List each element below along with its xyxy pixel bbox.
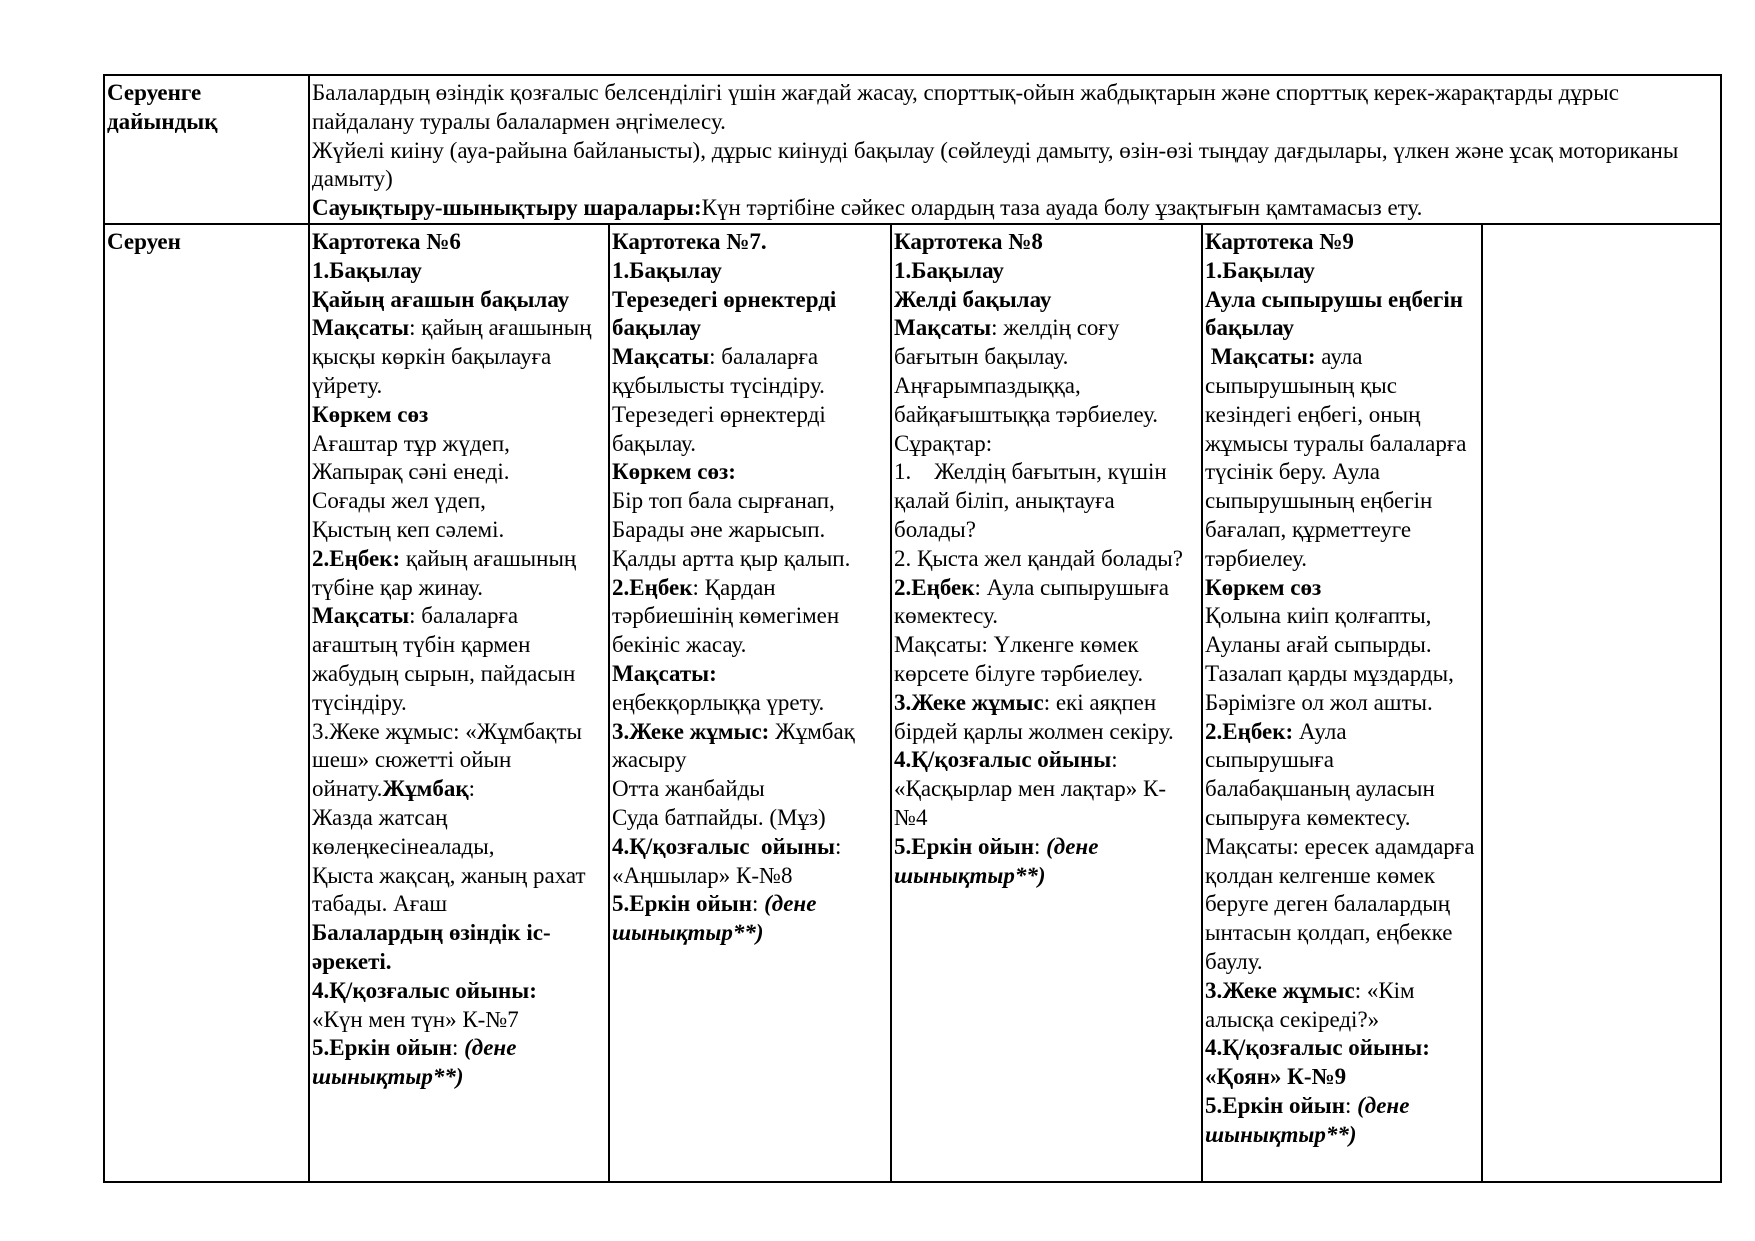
text-run: Отта жанбайды xyxy=(612,776,765,802)
card-8-content xyxy=(894,228,1199,890)
text-run: : xyxy=(1111,747,1118,773)
text-line xyxy=(612,257,888,286)
text-line xyxy=(612,228,888,257)
text-line xyxy=(1205,228,1479,257)
text-line xyxy=(1205,660,1479,689)
text-run: (дене шынықтыр**) xyxy=(894,833,1105,888)
text-run: Мақсаты xyxy=(312,603,410,629)
text-line xyxy=(312,401,606,430)
table-row-walk-preparation xyxy=(104,75,1721,224)
text-run: 2.Еңбек: xyxy=(1205,718,1294,744)
text-line xyxy=(312,862,606,920)
text-line xyxy=(1205,1063,1479,1092)
text-run: : Қардан тәрбиешінің көмегімен бекініс жасау. xyxy=(612,574,845,658)
text-run: Желді бақылау xyxy=(894,286,1052,312)
text-line xyxy=(312,1034,606,1092)
text-run: Картотека №6 xyxy=(312,228,461,254)
text-run: Мақсаты xyxy=(894,315,992,341)
text-run: 4.Қ/қозғалыс ойыны: xyxy=(312,977,537,1003)
text-run: Мақсаты: xyxy=(1205,344,1316,370)
walk-preparation-label: Серуенге дайындық xyxy=(107,80,218,134)
text-run: 3.Жеке жұмыс: xyxy=(612,718,770,744)
text-run: Суда батпайды. (Мұз) xyxy=(612,804,826,830)
text-line xyxy=(612,458,888,487)
text-run: Жазда жатсаң көлеңкесінеалады, xyxy=(312,804,495,859)
text-run: Аула сыпырушыға балабақшаның ауласын сыпыруға көмектесу. xyxy=(1205,718,1441,830)
text-run: 1.Бақылау xyxy=(1205,257,1315,283)
text-line xyxy=(894,833,1199,891)
text-line xyxy=(612,804,888,833)
text-line xyxy=(312,137,1718,195)
text-run: (дене шынықтыр**) xyxy=(612,891,823,946)
text-run: 4.Қ/қозғалыс ойыны xyxy=(612,833,835,859)
text-run: 5.Еркін ойын xyxy=(894,833,1034,859)
text-line xyxy=(1205,833,1479,977)
text-line xyxy=(894,372,1199,430)
text-run: (дене шынықтыр**) xyxy=(1205,1092,1416,1147)
text-line xyxy=(612,487,888,516)
walk-preparation-content-cell xyxy=(309,75,1721,224)
text-run: Жапырақ сәні енеді. xyxy=(312,459,510,485)
text-line xyxy=(1205,718,1479,833)
text-run: Аула сыпырушы еңбегін бақылау xyxy=(1205,286,1469,341)
text-line xyxy=(612,545,888,574)
text-run: 3.Жеке жұмыс xyxy=(894,689,1044,715)
text-line xyxy=(612,660,888,689)
text-run: : балаларға құбылысты түсіндіру. Терезедегі өрнектерді бақылау. xyxy=(612,344,832,456)
text-line xyxy=(612,775,888,804)
text-run: «Күн мен түн» К-№7 xyxy=(312,1006,519,1032)
text-run: Жұмбақ xyxy=(382,776,469,802)
walk-plan-table xyxy=(103,74,1722,1183)
text-line xyxy=(612,890,888,948)
text-line xyxy=(612,718,888,776)
text-line xyxy=(312,919,606,977)
text-run: Тазалап қарды мұздарды, xyxy=(1205,660,1454,686)
text-line xyxy=(312,228,606,257)
text-run: Көркем сөз xyxy=(1205,574,1322,600)
text-line xyxy=(894,430,1199,459)
text-run: 3.Жеке жұмыс: «Жұмбақты шеш» сюжетті ойын ойнату. xyxy=(312,718,588,802)
text-line xyxy=(894,689,1199,747)
text-line xyxy=(894,257,1199,286)
text-run: 5.Еркін ойын xyxy=(1205,1092,1345,1118)
text-line xyxy=(1205,574,1479,603)
text-run: Қалды артта қыр қалып. xyxy=(612,545,851,571)
text-line xyxy=(612,574,888,660)
text-run: Картотека №8 xyxy=(894,228,1043,254)
text-run: 4.Қ/қозғалыс ойыны: xyxy=(1205,1035,1430,1061)
text-line xyxy=(612,862,888,891)
text-run: : xyxy=(468,776,475,802)
text-line xyxy=(1205,1092,1479,1150)
text-run: Балалардың өзіндік іс-әрекеті. xyxy=(312,920,551,974)
text-run: Бәрімізге ол жол ашты. xyxy=(1205,689,1433,715)
text-line xyxy=(1205,689,1479,718)
text-line xyxy=(312,286,606,315)
text-run: 5.Еркін ойын xyxy=(312,1035,452,1061)
card-6-content xyxy=(312,228,606,1092)
text-line xyxy=(612,286,888,344)
text-run: Қыста жақсаң, жаның рахат табады. Ағаш xyxy=(312,862,592,917)
text-run: Картотека №7. xyxy=(612,228,767,254)
text-line xyxy=(894,631,1199,689)
text-run: Көркем сөз xyxy=(312,401,429,427)
text-line xyxy=(1205,343,1479,573)
text-run: «Қасқырлар мен лақтар» К-№4 xyxy=(894,776,1166,830)
text-run: Мақсаты xyxy=(312,315,410,341)
text-line xyxy=(312,430,606,459)
text-line xyxy=(1205,1034,1479,1063)
text-run: Картотека №9 xyxy=(1205,228,1354,254)
text-line xyxy=(894,228,1199,257)
text-line xyxy=(312,458,606,487)
text-run: 1.Бақылау xyxy=(894,257,1004,283)
text-line xyxy=(894,574,1199,632)
text-run: : қайың ағашының қысқы көркін бақылауға үйрету. xyxy=(312,315,598,398)
text-run: Мақсаты xyxy=(612,344,710,370)
card-6-cell xyxy=(309,224,609,1182)
text-run: (дене шынықтыр**) xyxy=(312,1035,523,1090)
text-line xyxy=(312,545,606,603)
text-run: «Аңшылар» К-№8 xyxy=(612,862,793,888)
card-9-content xyxy=(1205,228,1479,1150)
text-line xyxy=(1205,631,1479,660)
walk-preparation-label-cell xyxy=(104,75,309,224)
text-run: аула сыпырушының қыс кезіндегі еңбегі, оның жұмысы туралы балаларға түсінік беру. Аула сыпырушының еңбегін бағалап, құрметтеуге тәрбиелеу. xyxy=(1205,344,1473,571)
text-run: Соғады жел үдеп, xyxy=(312,488,486,514)
text-line xyxy=(894,775,1199,833)
text-line xyxy=(612,833,888,862)
text-line xyxy=(1205,257,1479,286)
text-run: 5.Еркін ойын xyxy=(612,891,752,917)
text-run: 2.Еңбек: xyxy=(312,545,401,571)
text-run: Қолына киіп қолғапты, xyxy=(1205,603,1432,629)
card-8-cell xyxy=(891,224,1202,1182)
text-line xyxy=(894,458,1199,544)
text-line xyxy=(312,314,606,400)
text-line xyxy=(612,343,888,458)
text-line xyxy=(894,286,1199,315)
text-line xyxy=(894,746,1199,775)
text-line xyxy=(312,257,606,286)
text-run: 3.Жеке жұмыс xyxy=(1205,977,1355,1003)
text-line xyxy=(894,545,1199,574)
text-run: Барады әне жарысып. xyxy=(612,516,826,542)
card-7-cell xyxy=(609,224,891,1182)
text-run: : xyxy=(1034,833,1047,859)
walk-label-cell xyxy=(104,224,309,1182)
text-run: Қайың ағашын бақылау xyxy=(312,286,570,312)
text-run: : xyxy=(752,891,765,917)
text-run: 2.Еңбек xyxy=(894,574,975,600)
text-run: Жүйелі киіну (ауа-райына байланысты), дұрыс киінуді бақылау (сөйлеуді дамыту, өзін-өзі тыңдау дағдылары, үлкен және ұсақ моториканы дамыту) xyxy=(312,137,1685,192)
text-run: : балаларға ағаштың түбін қармен жабудың сырын, пайдасын түсіндіру. xyxy=(312,603,582,715)
text-line xyxy=(312,1006,606,1035)
text-run: еңбекқорлыққа үрету. xyxy=(612,689,825,715)
text-run: 1. Желдің бағытын, күшін қалай біліп, анықтауға болады? xyxy=(894,459,1173,542)
text-run: 2.Еңбек xyxy=(612,574,693,600)
text-run: Күн тәртібіне сәйкес олардың таза ауада болу ұзақтығын қамтамасыз ету. xyxy=(701,195,1423,221)
walk-preparation-content xyxy=(312,79,1718,223)
table-row-walk xyxy=(104,224,1721,1182)
text-line xyxy=(312,977,606,1006)
text-run: 4.Қ/қозғалыс ойыны xyxy=(894,747,1112,773)
text-line xyxy=(612,516,888,545)
text-run: Ауланы ағай сыпырды. xyxy=(1205,632,1432,658)
text-run: «Қоян» К-№9 xyxy=(1205,1064,1347,1090)
card-7-content xyxy=(612,228,888,948)
text-run: Ағаштар тұр жүдеп, xyxy=(312,430,510,456)
text-run: : Аула сыпырушыға көмектесу. xyxy=(894,574,1175,629)
text-run: 1.Бақылау xyxy=(312,257,422,283)
text-run: Көркем сөз: xyxy=(612,459,736,485)
text-line xyxy=(1205,286,1479,344)
text-line xyxy=(312,804,606,862)
text-run: : xyxy=(834,833,842,859)
text-run: Аңғарымпаздыққа, байқағыштыққа тәрбиелеу. xyxy=(894,372,1159,427)
text-line xyxy=(312,487,606,516)
text-run: : «Кім алысқа секіреді?» xyxy=(1205,977,1421,1032)
text-line xyxy=(894,314,1199,372)
text-line xyxy=(1205,977,1479,1035)
text-line xyxy=(312,194,1718,223)
text-run: Жұмбақ жасыру xyxy=(612,718,861,773)
text-line xyxy=(1205,602,1479,631)
walk-label: Серуен xyxy=(107,228,181,254)
text-run: 2. Қыста жел қандай болады? xyxy=(894,545,1183,571)
text-line xyxy=(312,602,606,717)
text-run: Сауықтыру-шынықтыру шаралары: xyxy=(312,195,702,221)
text-run: Терезедегі өрнектерді бақылау xyxy=(612,286,843,341)
text-run: : xyxy=(1345,1092,1358,1118)
empty-cell xyxy=(1482,224,1721,1182)
text-line xyxy=(312,718,606,804)
text-run: қайың ағашының түбіне қар жинау. xyxy=(312,545,582,600)
text-line xyxy=(312,516,606,545)
text-run: Мақсаты: Үлкенге көмек көрсете білуге тәрбиелеу. xyxy=(894,632,1145,686)
card-9-cell xyxy=(1202,224,1482,1182)
text-run: Балалардың өзіндік қозғалыс белсенділігі үшін жағдай жасау, спорттық-ойын жабдықтарын және спорттық керек-жарақтарды дұрыс пайдалану туралы балалармен әңгімелесу. xyxy=(312,80,1625,134)
text-run: Мақсаты: xyxy=(612,660,717,686)
text-run: Мақсаты: ересек адамдарға қолдан келгенше көмек беруге деген балалардың ынтасын қолдап, еңбекке баулу. xyxy=(1205,833,1481,974)
text-run: : xyxy=(452,1035,465,1061)
text-run: : екі аяқпен бірдей қарлы жолмен секіру. xyxy=(894,689,1174,744)
text-line xyxy=(312,79,1718,137)
text-run: Сұрақтар: xyxy=(894,430,993,456)
text-run: Бір топ бала сырғанап, xyxy=(612,488,835,514)
text-line xyxy=(612,689,888,718)
text-run: Қыстың кеп сәлемі. xyxy=(312,516,505,542)
text-run: 1.Бақылау xyxy=(612,257,722,283)
text-run: : желдің соғу бағытын бақылау. xyxy=(894,315,1126,370)
